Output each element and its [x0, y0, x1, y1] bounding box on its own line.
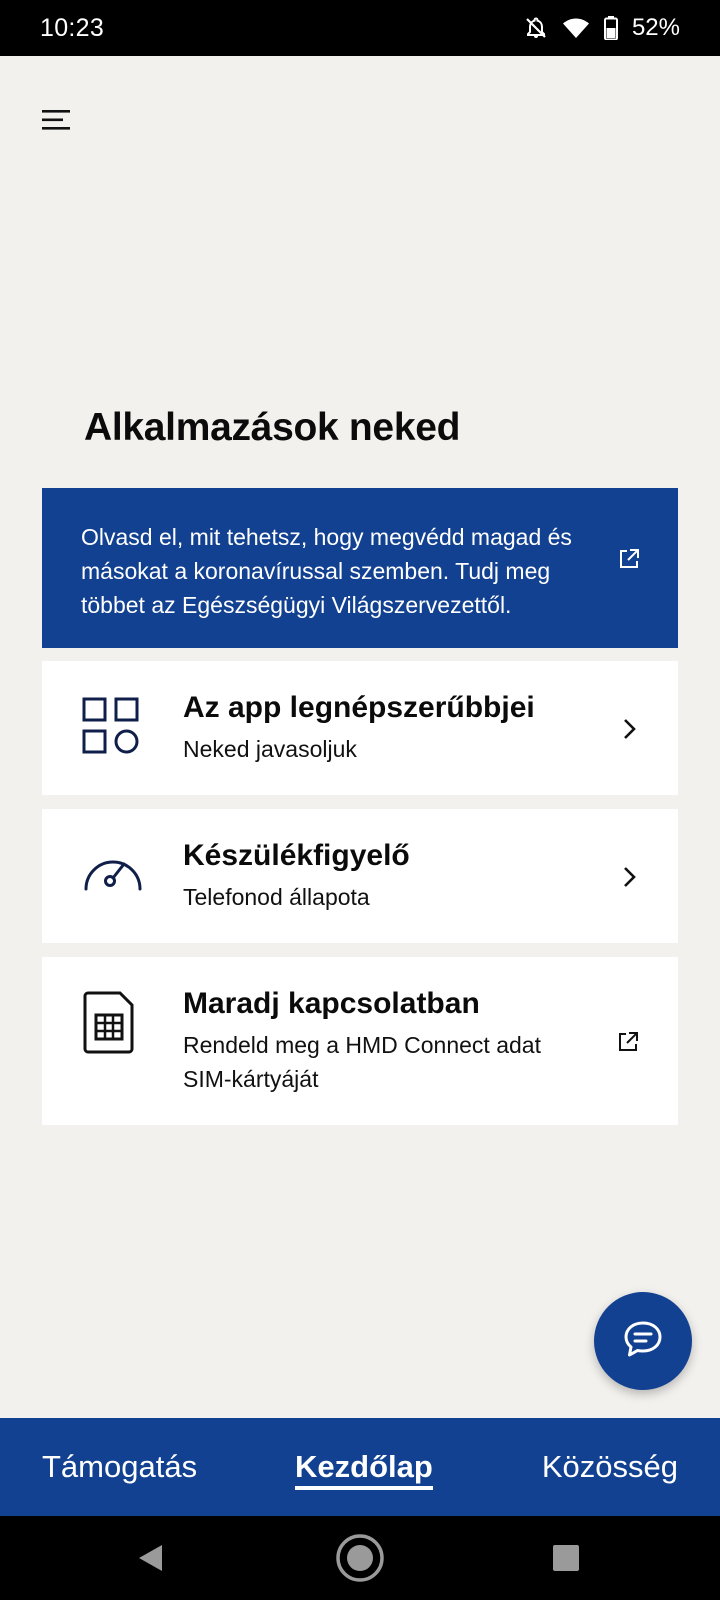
- active-tab-indicator: [295, 1486, 433, 1490]
- speedometer-icon: [82, 849, 144, 893]
- home-icon[interactable]: [333, 1516, 387, 1600]
- card-title: Készülékfigyelő: [183, 839, 410, 872]
- status-bar: [0, 0, 720, 56]
- external-link-icon: [617, 546, 641, 580]
- recents-icon[interactable]: [551, 1516, 581, 1600]
- banner-text: Olvasd el, mit tehetsz, hogy megvédd magad és másokat a koronavírussal szemben. Tudj meg többet az Egészségügyi Világszervezettől.: [81, 524, 572, 618]
- apps-grid-icon: [82, 697, 140, 755]
- popular-apps-card[interactable]: [42, 661, 678, 795]
- status-time: 10:23: [40, 13, 105, 42]
- tab-label: Közösség: [541, 1449, 678, 1484]
- bottom-tab-bar: [0, 1418, 720, 1516]
- tab-community[interactable]: [542, 1418, 678, 1516]
- card-subtitle: Rendeld meg a HMD Connect adat SIM-kártyáját: [183, 1032, 541, 1092]
- back-icon[interactable]: [130, 1516, 170, 1600]
- card-title: Maradj kapcsolatban: [183, 987, 480, 1020]
- bell-off-icon: [524, 16, 548, 40]
- battery-level: 52%: [631, 14, 680, 41]
- tab-label: Támogatás: [42, 1449, 198, 1484]
- external-link-icon: [616, 1030, 640, 1059]
- card-subtitle: Neked javasoljuk: [183, 736, 357, 762]
- battery-icon: [604, 16, 618, 40]
- wifi-icon: [562, 16, 590, 40]
- tab-home[interactable]: [295, 1418, 433, 1516]
- tab-label: Kezdőlap: [295, 1449, 433, 1484]
- chevron-right-icon: [618, 717, 640, 746]
- stay-connected-card[interactable]: [42, 957, 678, 1125]
- section-title: Alkalmazások neked: [84, 406, 461, 449]
- chevron-right-icon: [618, 865, 640, 894]
- card-title: Az app legnépszerűbbjei: [183, 691, 535, 724]
- sim-card-icon: [82, 989, 138, 1055]
- hamburger-menu-icon[interactable]: [34, 98, 78, 142]
- device-monitor-card[interactable]: [42, 809, 678, 943]
- covid-info-banner[interactable]: [42, 488, 678, 648]
- status-icons: [524, 14, 680, 42]
- chat-button[interactable]: [594, 1292, 692, 1390]
- tab-support[interactable]: [42, 1418, 197, 1516]
- chat-bubble-icon: [622, 1319, 664, 1364]
- system-navigation-bar: [0, 1516, 720, 1600]
- card-subtitle: Telefonod állapota: [183, 884, 370, 910]
